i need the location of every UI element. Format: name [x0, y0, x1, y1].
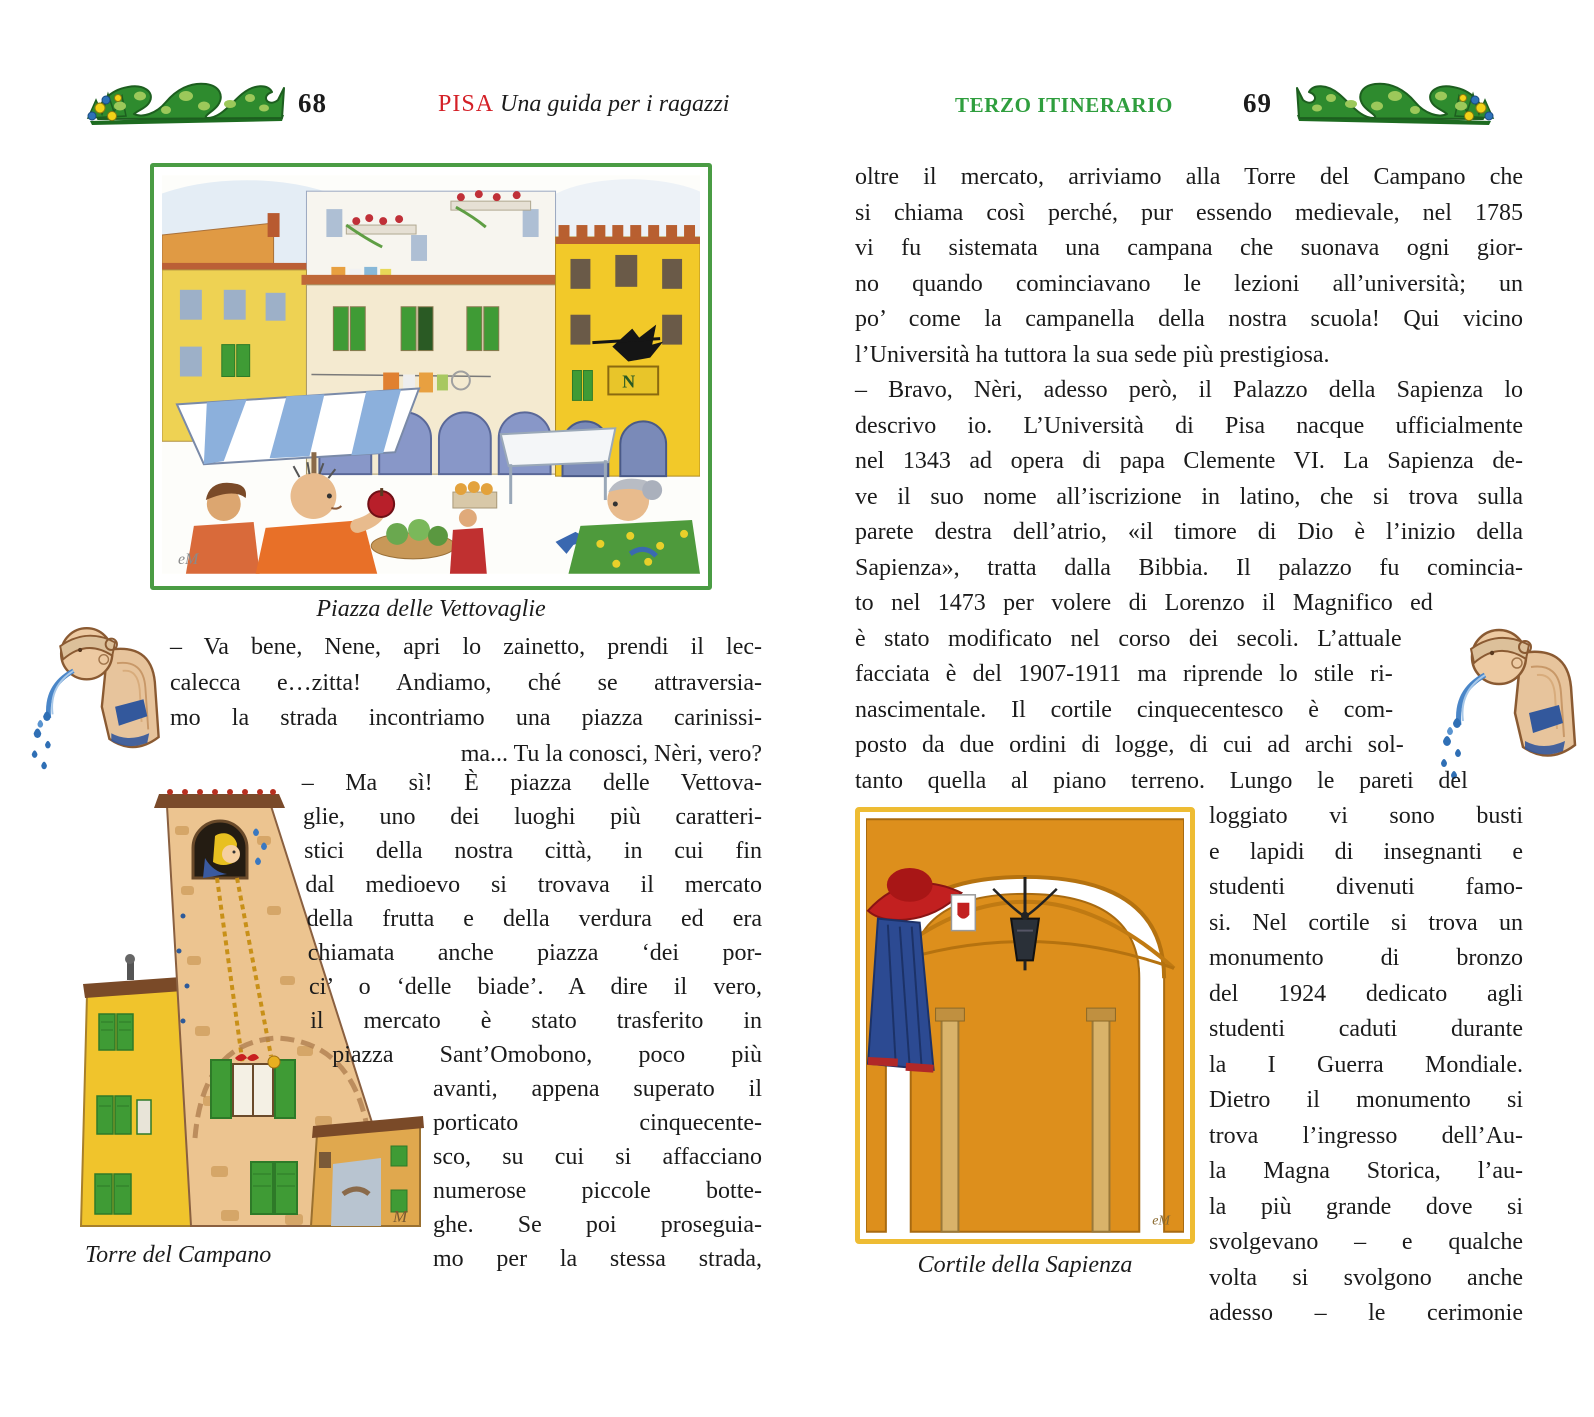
text-line: studenti divenuti famo-	[1209, 874, 1523, 900]
text-line: Sapienza», tratta dalla Bibbia. Il palazzo fu comincia-	[855, 554, 1523, 581]
text-line: loggiato vi sono busti	[1209, 803, 1523, 829]
piazza-caption: Piazza delle Vettovaglie	[316, 596, 546, 622]
text-line: il mercato è stato trasferito in	[310, 1008, 762, 1034]
text-line: Dietro il monumento si	[1209, 1087, 1523, 1113]
gargoyle-fountain-icon	[28, 590, 170, 780]
right-paragraph-a	[855, 160, 1523, 586]
cortile-frame	[855, 807, 1195, 1244]
right-paragraph-b-wrap	[855, 586, 1523, 799]
text-line: adesso – le cerimonie	[1209, 1300, 1523, 1326]
svg-text:N: N	[622, 371, 636, 392]
text-line: ve il suo nome all’iscrizione in latino, che si trova sulla	[855, 483, 1523, 510]
text-line: stici della nostra città, in cui fin	[304, 838, 762, 864]
text-line: si chiama così perché, pur essendo medievale, nel 1785	[855, 199, 1523, 226]
text-line: posto da due ordini di logge, di cui ad archi sol-	[855, 732, 1404, 758]
text-line: monumento di bronzo	[1209, 945, 1523, 971]
text-line: – Ma sì! È piazza delle Vettova-	[301, 770, 762, 796]
text-line: glie, uno dei luoghi più caratteri-	[302, 804, 762, 830]
text-line: l’Università ha tuttora la sua sede più prestigiosa.	[855, 341, 1330, 368]
text-line: della frutta e della verdura ed era	[306, 906, 762, 932]
book-title-subtitle: Una guida per i ragazzi	[500, 91, 730, 117]
page-number: 68	[298, 88, 327, 118]
text-line: numerose piccole botte-	[433, 1178, 762, 1204]
text-line: – Va bene, Nene, apri lo zainetto, prendi il lec-	[170, 634, 762, 660]
text-line: nel 1343 ad opera di papa Clemente VI. La Sapienza de-	[855, 448, 1523, 474]
text-line: porticato cinquecente-	[433, 1110, 762, 1136]
cortile-sapienza-figure	[855, 807, 1195, 1279]
text-line: – Bravo, Nèri, adesso però, il Palazzo della Sapienza lo	[855, 377, 1523, 403]
text-line: parete destra dell’atrio, «il timore di Dio è l’inizio della	[855, 519, 1523, 545]
text-line: mo per la stessa strada,	[433, 1246, 762, 1272]
text-line: avanti, appena superato il	[433, 1076, 762, 1102]
text-line: del 1924 dedicato agli	[1209, 980, 1523, 1007]
text-line: chiamata anche piazza ‘dei por-	[307, 940, 762, 966]
piazza-scene-icon	[162, 175, 700, 574]
page-69	[797, 0, 1594, 1417]
dragon-ornament-icon	[1289, 74, 1499, 128]
text-line: sco, su cui si affacciano	[433, 1144, 762, 1170]
cortile-caption: Cortile della Sapienza	[917, 1252, 1133, 1278]
text-line: ma... Tu la conosci, Nèri, vero?	[460, 740, 762, 767]
page-number: 69	[1243, 88, 1272, 118]
text-line: la più grande dove si	[1209, 1193, 1523, 1220]
text-line: facciata è del 1907-1911 ma riprende lo stile ri-	[855, 661, 1393, 687]
text-line: dal medioevo si trovava il mercato	[305, 872, 762, 898]
text-line: ghe. Se poi proseguia-	[433, 1212, 762, 1238]
text-line: svolgevano – e qualche	[1209, 1229, 1523, 1255]
text-line: la Magna Storica, l’au-	[1209, 1158, 1523, 1184]
running-head-book-title	[438, 91, 729, 118]
text-line: ci’ o ‘delle biade’. A dire il vero,	[308, 974, 762, 1000]
left-paragraph-2-flow	[75, 766, 762, 1279]
dragon-ornament-icon	[82, 74, 292, 128]
book-title-pisa: PISA	[438, 91, 495, 117]
text-line: studenti caduti durante	[1209, 1016, 1523, 1042]
tower-caption: Torre del Campano	[85, 1242, 272, 1268]
text-line: calecca e…zitta! Andiamo, ché se attraversia-	[170, 669, 762, 696]
text-line: è stato modificato nel corso dei secoli. L’attuale	[855, 625, 1402, 652]
text-line: po’ come la campanella della nostra scuola! Qui vicino	[855, 306, 1523, 332]
text-line: trova l’ingresso dell’Au-	[1209, 1122, 1523, 1149]
svg-text:eM: eM	[1152, 1213, 1170, 1229]
text-line: no quando cominciavano le lezioni all’università; un	[855, 270, 1523, 297]
text-line: oltre il mercato, arriviamo alla Torre del Campano che	[855, 164, 1523, 190]
svg-text:M: M	[393, 1207, 408, 1226]
right-text-column	[855, 160, 1523, 1339]
text-line: piazza Sant’Omobono, poco più	[332, 1042, 762, 1068]
text-line: descrivo io. L’Università di Pisa nacque ufficialmente	[855, 412, 1523, 439]
text-line: e lapidi di insegnanti e	[1209, 838, 1523, 865]
cortile-illustration-icon	[866, 818, 1184, 1233]
text-line: tanto quella al piano terreno. Lungo le pareti del	[855, 767, 1468, 794]
text-line: to nel 1473 per volere di Lorenzo il Magnifico ed	[855, 590, 1433, 616]
text-line: nascimentale. Il cortile cinquecentesco è com-	[855, 696, 1394, 723]
right-paragraph-c-flow	[855, 799, 1523, 1332]
text-line: si. Nel cortile si trova un	[1209, 909, 1523, 936]
text-line: mo la strada incontriamo una piazza carinissi-	[170, 705, 762, 731]
chapter-title: TERZO ITINERARIO	[955, 93, 1173, 117]
svg-text:eM: eM	[177, 550, 199, 568]
piazza-vettovaglie-illustration	[150, 163, 712, 590]
text-line: la I Guerra Mondiale.	[1209, 1051, 1523, 1078]
text-line: vi fu sistemata una campana che suonava ogni gior-	[855, 235, 1523, 261]
left-paragraph-1	[170, 630, 762, 772]
text-line: volta si svolgono anche	[1209, 1264, 1523, 1291]
